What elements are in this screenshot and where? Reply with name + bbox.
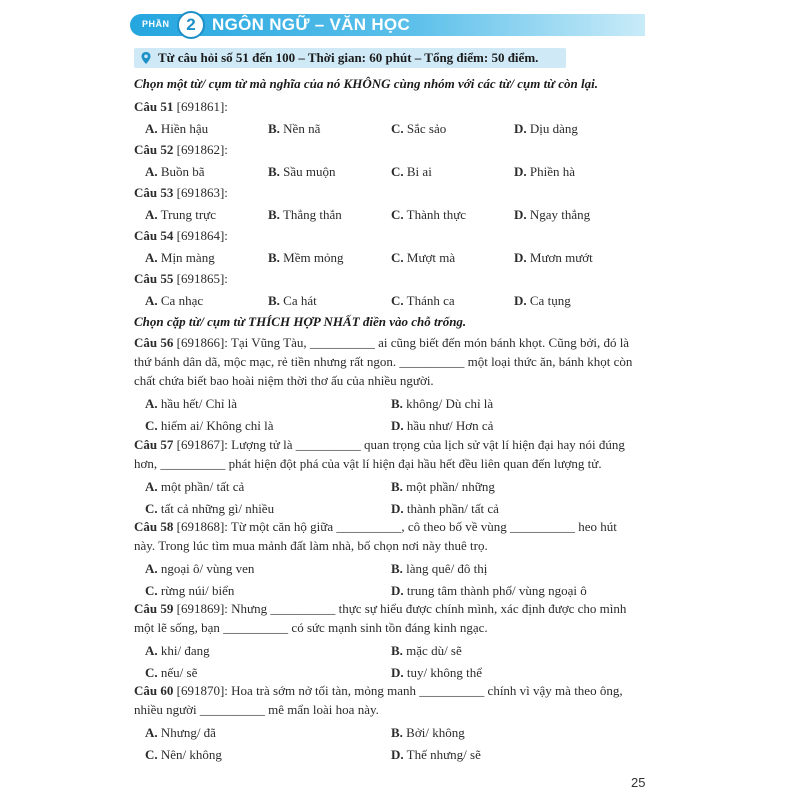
answer-option (391, 250, 455, 266)
option-letter: C. (145, 501, 158, 516)
question-label: Câu 54 (134, 228, 174, 243)
question-text-2: này. Trong lúc tìm mua mảnh đất làm nhà, bố chọn nơi này thuê trọ. (134, 538, 488, 553)
option-letter: A. (145, 250, 158, 265)
option-text: Nên/ không (160, 747, 222, 762)
question-line (134, 99, 228, 115)
option-letter: D. (514, 250, 527, 265)
answer-option (391, 665, 482, 681)
option-letter: B. (391, 643, 403, 658)
question-code: [691862]: (176, 142, 228, 157)
question-label: Câu 55 (134, 271, 174, 286)
question-paragraph (134, 435, 654, 473)
answer-option (391, 501, 499, 517)
option-letter: B. (268, 207, 280, 222)
question-line (134, 271, 228, 287)
answer-option (391, 643, 462, 659)
answer-option (145, 418, 274, 434)
question-text-1: Tại Vũng Tàu, __________ ai cũng biết đến món bánh khọt. Cũng bởi, đó là (230, 335, 630, 350)
option-letter: D. (391, 583, 404, 598)
question-label: Câu 57 (134, 437, 174, 452)
answer-option (391, 164, 432, 180)
option-text: Trung trực (160, 207, 216, 222)
option-text: thành phần/ tất cả (406, 501, 499, 516)
option-text: Ca hát (283, 293, 317, 308)
option-text: trung tâm thành phố/ vùng ngoại ô (406, 583, 587, 598)
option-text: tuy/ không thể (406, 665, 482, 680)
question-text-1: Hoa trà sớm nở tối tàn, mỏng manh __________ chính vì vậy mà theo ông, (231, 683, 623, 698)
question-code: [691870]: (176, 683, 228, 698)
question-label: Câu 59 (134, 601, 174, 616)
option-text: một phần/ tất cả (160, 479, 245, 494)
instruction-odd-one-out: Chọn một từ/ cụm từ mà nghĩa của nó KHÔNG cùng nhóm với các từ/ cụm từ còn lại. (134, 76, 598, 91)
answer-option (391, 418, 493, 434)
question-code: [691863]: (176, 185, 228, 200)
option-text: Thánh ca (406, 293, 455, 308)
option-letter: B. (391, 396, 403, 411)
question-label: Câu 60 (134, 683, 174, 698)
answer-option (145, 479, 244, 495)
question-paragraph (134, 333, 654, 390)
option-text: Ngay thẳng (529, 207, 591, 222)
question-label: Câu 56 (134, 335, 174, 350)
option-text: rừng núi/ biển (160, 583, 235, 598)
question-label: Câu 52 (134, 142, 174, 157)
option-letter: D. (514, 293, 527, 308)
part-number-badge: 2 (177, 11, 205, 39)
answer-option (268, 293, 317, 309)
question-code: [691864]: (176, 228, 228, 243)
option-letter: D. (391, 501, 404, 516)
option-letter: A. (145, 725, 158, 740)
answer-option (145, 643, 210, 659)
option-letter: D. (514, 121, 527, 136)
question-line (134, 185, 228, 201)
option-text: Mượt mà (406, 250, 456, 265)
answer-option (391, 561, 487, 577)
option-text: một phần/ những (406, 479, 495, 494)
option-text: Mềm mỏng (283, 250, 344, 265)
option-letter: D. (391, 747, 404, 762)
option-letter: A. (145, 121, 158, 136)
option-letter: B. (391, 561, 403, 576)
answer-option (145, 747, 222, 763)
option-text: nếu/ sẽ (160, 665, 198, 680)
option-text: Sắc sảo (406, 121, 447, 136)
option-letter: C. (391, 164, 404, 179)
option-letter: B. (268, 250, 280, 265)
question-line-1 (134, 681, 654, 700)
answer-option (391, 121, 446, 137)
page-number: 25 (631, 775, 646, 790)
option-text: Ca nhạc (160, 293, 204, 308)
question-line-1 (134, 599, 654, 618)
option-letter: A. (145, 396, 158, 411)
answer-option (145, 561, 254, 577)
instruction-fill-blank: Chọn cặp từ/ cụm từ THÍCH HỢP NHẤT điền vào chỗ trống. (134, 314, 467, 329)
question-label: Câu 53 (134, 185, 174, 200)
option-text: Mươn mướt (529, 250, 593, 265)
option-text: hầu như/ Hơn cả (406, 418, 494, 433)
question-paragraph (134, 599, 654, 637)
answer-option (145, 121, 208, 137)
option-text: Ca tụng (529, 293, 571, 308)
question-paragraph (134, 681, 654, 719)
option-letter: D. (514, 207, 527, 222)
option-text: Nền nã (283, 121, 321, 136)
option-text: hiếm ai/ Không chỉ là (160, 418, 274, 433)
part-label: PHẦN (142, 19, 170, 29)
answer-option (145, 725, 216, 741)
option-letter: D. (391, 418, 404, 433)
option-letter: A. (145, 561, 158, 576)
option-letter: C. (391, 250, 404, 265)
option-text: khi/ đang (160, 643, 210, 658)
answer-option (391, 725, 465, 741)
question-line (134, 228, 228, 244)
question-line (134, 142, 228, 158)
option-text: Hiền hậu (160, 121, 209, 136)
option-letter: A. (145, 164, 158, 179)
question-paragraph (134, 517, 654, 555)
option-text: Thành thực (406, 207, 467, 222)
question-text-2: nhiều người __________ mê mẩn loài hoa này. (134, 702, 379, 717)
question-code: [691867]: (176, 437, 228, 452)
option-letter: A. (145, 207, 158, 222)
question-text-2: một lẽ sống, bạn __________ có sức mạnh sinh tồn đáng kinh ngạc. (134, 620, 488, 635)
option-text: không/ Dù chỉ là (406, 396, 494, 411)
question-line-1 (134, 435, 654, 454)
answer-option (145, 293, 203, 309)
answer-option (391, 747, 481, 763)
answer-option (145, 396, 237, 412)
option-letter: C. (145, 665, 158, 680)
question-line-1 (134, 333, 654, 352)
answer-option (145, 250, 215, 266)
option-letter: C. (391, 121, 404, 136)
option-text: Buồn bã (160, 164, 205, 179)
option-text: Bi ai (406, 164, 432, 179)
answer-option (391, 207, 466, 223)
option-text: tất cả những gì/ nhiều (160, 501, 275, 516)
option-letter: A. (145, 479, 158, 494)
answer-option (391, 293, 455, 309)
option-text: Bởi/ không (406, 725, 465, 740)
option-text: Nhưng/ đã (160, 725, 216, 740)
answer-option (514, 164, 575, 180)
answer-option (145, 164, 205, 180)
answer-option (145, 207, 216, 223)
question-line-1 (134, 517, 654, 536)
question-text-1: Từ một căn hộ giữa __________, cô theo bố về vùng __________ heo hút (230, 519, 617, 534)
option-text: hầu hết/ Chỉ là (160, 396, 238, 411)
question-code: [691861]: (176, 99, 228, 114)
question-text-2: hơn, __________ phát hiện đột phá của vật lí hiện đại hầu hết đều liên quan đến lượng tử. (134, 456, 602, 471)
option-letter: A. (145, 293, 158, 308)
option-letter: C. (391, 293, 404, 308)
option-text: Phiền hà (529, 164, 576, 179)
option-letter: C. (145, 747, 158, 762)
answer-option (268, 121, 320, 137)
answer-option (514, 121, 578, 137)
answer-option (514, 293, 571, 309)
question-label: Câu 51 (134, 99, 174, 114)
option-letter: B. (391, 479, 403, 494)
section-header (130, 14, 650, 36)
question-code: [691869]: (176, 601, 228, 616)
option-text: Mịn màng (160, 250, 215, 265)
option-text: Thẳng thắn (282, 207, 342, 222)
question-text-2: thứ bánh dân dã, mộc mạc, rẻ tiền nhưng rất ngon. __________ một loại thức ăn, bánh khọt còn (134, 354, 633, 369)
option-text: ngoại ô/ vùng ven (160, 561, 255, 576)
exam-info-text: Từ câu hỏi số 51 đến 100 – Thời gian: 60 phút – Tổng điểm: 50 điểm. (158, 50, 539, 65)
question-code: [691868]: (176, 519, 228, 534)
option-letter: B. (268, 293, 280, 308)
answer-option (514, 207, 590, 223)
answer-option (391, 583, 587, 599)
option-letter: A. (145, 643, 158, 658)
option-letter: D. (514, 164, 527, 179)
answer-option (514, 250, 593, 266)
question-label: Câu 58 (134, 519, 174, 534)
option-letter: B. (268, 121, 280, 136)
answer-option (268, 164, 336, 180)
question-code: [691865]: (176, 271, 228, 286)
question-text-1: Nhưng __________ thực sự hiểu được chính mình, xác định được cho mình (231, 601, 627, 616)
answer-option (391, 479, 495, 495)
answer-option (391, 396, 493, 412)
answer-option (145, 583, 234, 599)
option-letter: C. (145, 418, 158, 433)
section-title: NGÔN NGỮ – VĂN HỌC (212, 15, 411, 34)
question-text-1: Lượng tử là __________ quan trọng của lịch sử vật lí hiện đại hay nói đúng (231, 437, 625, 452)
question-text-3: chất chứa biết bao hoài niệm thời thơ ấu của nhiều người. (134, 373, 434, 388)
option-text: Sầu muộn (283, 164, 336, 179)
location-pin-icon (139, 51, 153, 65)
answer-option (268, 250, 343, 266)
option-letter: C. (145, 583, 158, 598)
option-letter: D. (391, 665, 404, 680)
question-code: [691866]: (176, 335, 228, 350)
option-letter: C. (391, 207, 404, 222)
answer-option (145, 501, 274, 517)
option-text: Dịu dàng (529, 121, 578, 136)
answer-option (145, 665, 197, 681)
option-letter: B. (391, 725, 403, 740)
exam-info-box (134, 48, 566, 68)
option-text: làng quê/ đô thị (406, 561, 488, 576)
answer-option (268, 207, 342, 223)
option-text: Thế nhưng/ sẽ (406, 747, 481, 762)
option-letter: B. (268, 164, 280, 179)
option-text: mặc dù/ sẽ (406, 643, 462, 658)
